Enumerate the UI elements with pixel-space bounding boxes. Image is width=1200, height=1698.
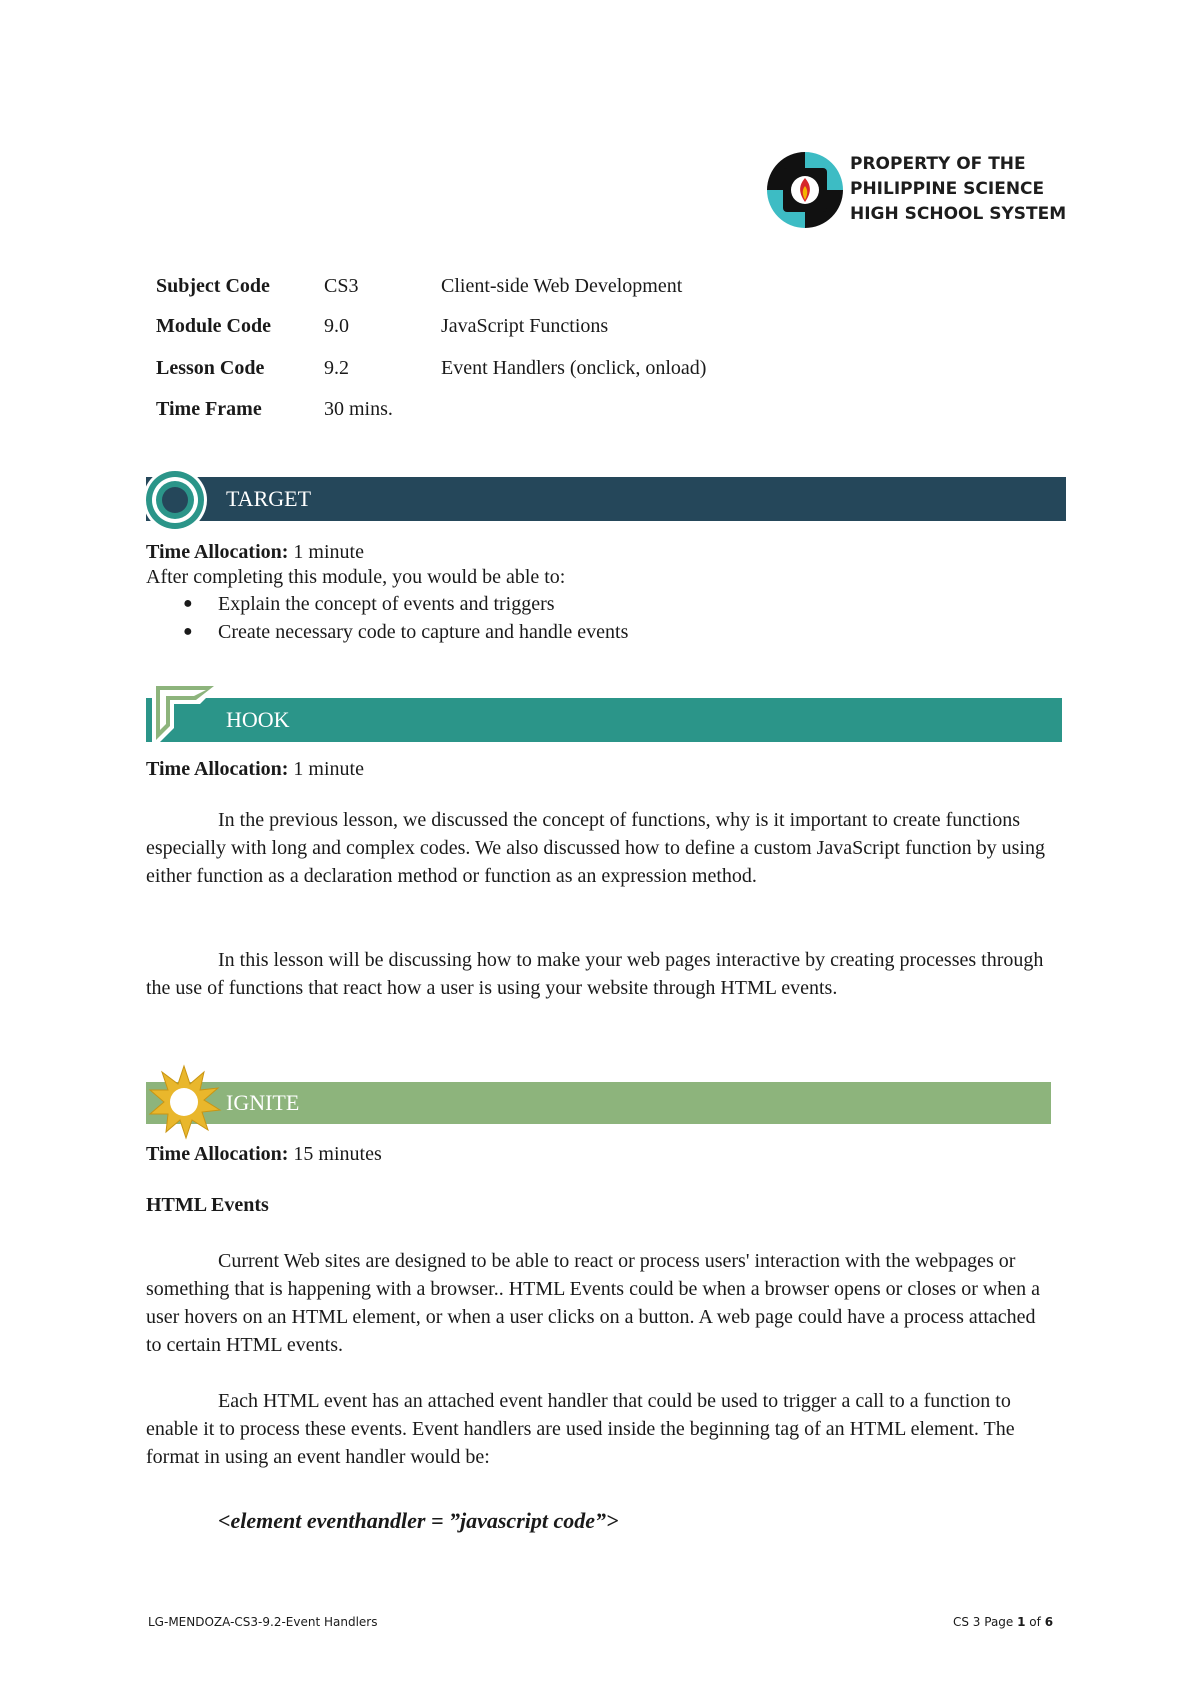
time-allocation-label: Time Allocation: — [146, 758, 289, 780]
info-label: Subject Code — [156, 275, 270, 297]
footer-page-current: 1 — [1017, 1615, 1026, 1629]
time-allocation-label: Time Allocation: — [146, 541, 289, 563]
list-item: ● Explain the concept of events and triggers — [146, 590, 1046, 618]
info-code: 9.0 — [324, 315, 349, 337]
list-item: ● Create necessary code to capture and handle events — [146, 618, 1046, 646]
info-code: 9.2 — [324, 357, 349, 379]
info-desc: Event Handlers (onclick, onload) — [441, 357, 707, 379]
ignite-section-bar — [146, 1082, 1051, 1124]
html-events-heading: HTML Events — [146, 1194, 269, 1216]
footer-doc-id: LG-MENDOZA-CS3-9.2-Event Handlers — [148, 1615, 378, 1629]
ignite-burst-icon — [146, 1064, 222, 1140]
footer-page-prefix: CS 3 Page — [953, 1615, 1018, 1629]
ignite-paragraph-2: Each HTML event has an attached event handler that could be used to trigger a call to a function to enable it to process these events. Event handlers are used inside the beginning tag of an HTML element. The format in using an event handler would be: — [146, 1390, 1015, 1468]
logo-text — [850, 152, 1066, 227]
info-code: 30 mins. — [324, 398, 393, 420]
hook-section-bar — [146, 698, 1062, 742]
time-allocation-label: Time Allocation: — [146, 1143, 289, 1165]
target-time-allocation — [146, 538, 364, 566]
hook-time-allocation — [146, 755, 364, 783]
ignite-paragraph-1: Current Web sites are designed to be able to react or process users' interaction with the webpages or something that is happening with a browser.. HTML Events could be when a browser opens or closes or when a user hovers on an HTML element, or when a user clicks on a button. A web page could have a process attached to certain HTML events. — [146, 1250, 1041, 1356]
logo-line: PROPERTY OF THE — [850, 154, 1026, 174]
hook-paragraph-1: In the previous lesson, we discussed the concept of functions, why is it important to create functions especially with long and complex codes. We also discussed how to define a custom JavaScript function by using either function as a declaration method or function as an expression method. — [146, 809, 1045, 887]
target-icon — [141, 466, 209, 534]
info-label: Time Frame — [156, 398, 262, 420]
event-handler-syntax: <element eventhandler = ”javascript code”> — [218, 1508, 619, 1533]
info-desc: Client-side Web Development — [441, 275, 683, 297]
info-label: Module Code — [156, 315, 271, 337]
footer-page-of: of — [1025, 1615, 1045, 1629]
section-title: HOOK — [226, 707, 290, 732]
time-allocation-value: 1 minute — [288, 758, 364, 780]
target-section-bar — [146, 477, 1066, 521]
footer-page-number — [953, 1615, 1053, 1629]
objectives-list — [146, 590, 1046, 646]
logo-line: HIGH SCHOOL SYSTEM — [850, 204, 1067, 224]
time-allocation-value: 1 minute — [288, 541, 364, 563]
logo-line: PHILIPPINE SCIENCE — [850, 179, 1045, 199]
time-allocation-value: 15 minutes — [288, 1143, 382, 1165]
section-title: IGNITE — [226, 1090, 300, 1115]
ignite-time-allocation — [146, 1140, 382, 1168]
target-intro: After completing this module, you would be able to: — [146, 566, 566, 588]
info-code: CS3 — [324, 275, 359, 297]
hook-corner-icon — [146, 678, 226, 758]
section-title: TARGET — [226, 486, 312, 511]
hook-paragraph-2: In this lesson will be discussing how to make your web pages interactive by creating processes through the use of functions that react how a user is using your website through HTML events. — [146, 949, 1044, 999]
footer-page-total: 6 — [1044, 1615, 1054, 1629]
info-label: Lesson Code — [156, 357, 265, 379]
info-desc: JavaScript Functions — [441, 315, 609, 337]
